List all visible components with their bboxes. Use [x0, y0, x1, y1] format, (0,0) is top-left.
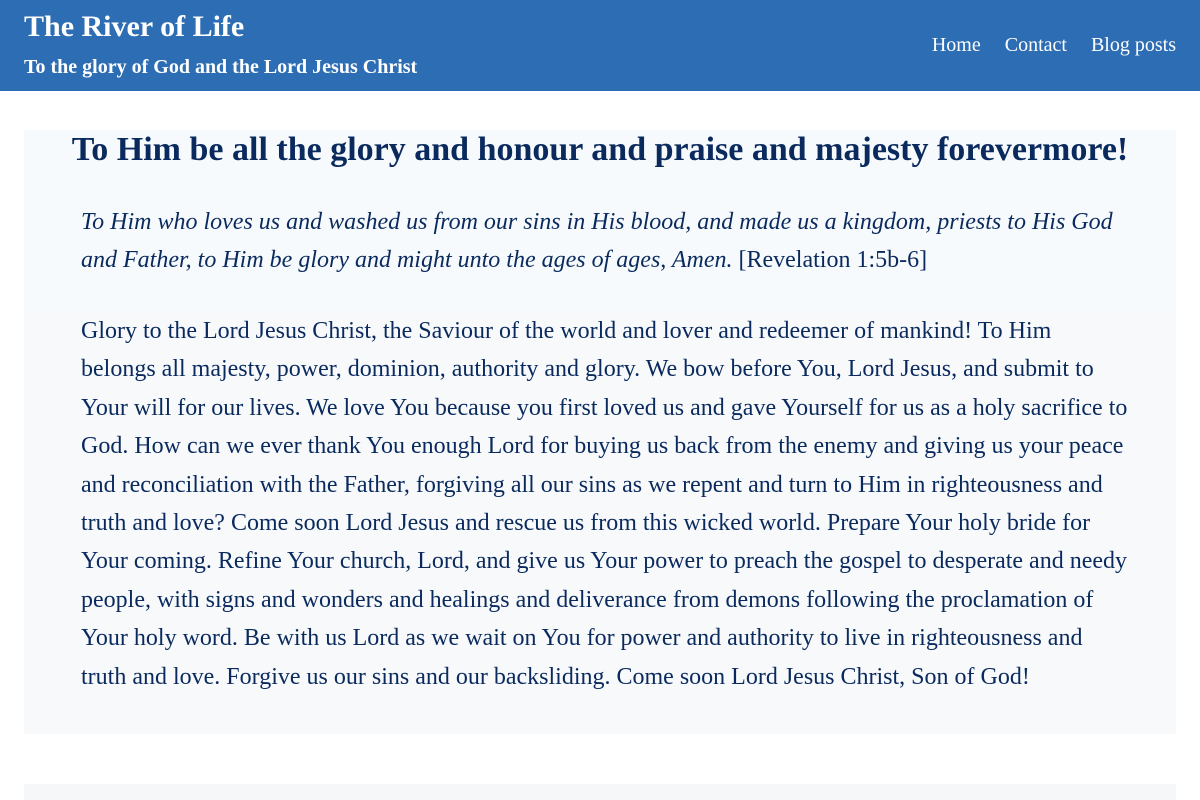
blog-post [24, 130, 1176, 734]
site-header [0, 0, 1200, 91]
nav-contact-link[interactable]: Contact [1004, 34, 1067, 56]
scripture-quote [81, 203, 1131, 280]
main-nav [932, 33, 1176, 57]
scripture-reference: [Revelation 1:5b-6] [738, 247, 928, 274]
nav-home-link[interactable]: Home [931, 34, 981, 56]
next-post-preview [24, 784, 1176, 800]
site-title-link[interactable]: The River of Life [24, 10, 245, 43]
site-tagline: To the glory of God and the Lord Jesus Christ [24, 56, 418, 78]
scripture-quote-text: To Him who loves us and washed us from our sins in His blood, and made us a kingdom, priests to His God and Father, to Him be glory and might unto the ages of ages, Amen. [81, 209, 1113, 274]
post-body: Glory to the Lord Jesus Christ, the Saviour of the world and lover and redeemer of mankind! To Him belongs all majesty, power, dominion, authority and glory. We bow before You, Lord Jesus, and submit to Your will for our lives. We love You because you first loved us and gave Yourself for us as a holy sacrifice to God. How can we ever thank You enough Lord for buying us back from the enemy and giving us your peace and reconciliation with the Father, forgiving all our sins as we repent and turn to Him in righteousness and truth and love? Come soon Lord Jesus and rescue us from this wicked world. Prepare Your holy bride for Your coming. Refine Your church, Lord, and give us Your power to preach the gospel to desperate and needy people, with signs and wonders and healings and deliverance from demons following the proclamation of Your holy word. Be with us Lord as we wait on You for power and authority to live in righteousness and truth and love. Forgive us our sins and our backsliding. Come soon Lord Jesus Christ, Son of God! [81, 318, 1128, 690]
nav-blog-posts-link[interactable]: Blog posts [1090, 34, 1176, 56]
post-title[interactable]: To Him be all the glory and honour and praise and majesty forevermore! [71, 131, 1129, 168]
